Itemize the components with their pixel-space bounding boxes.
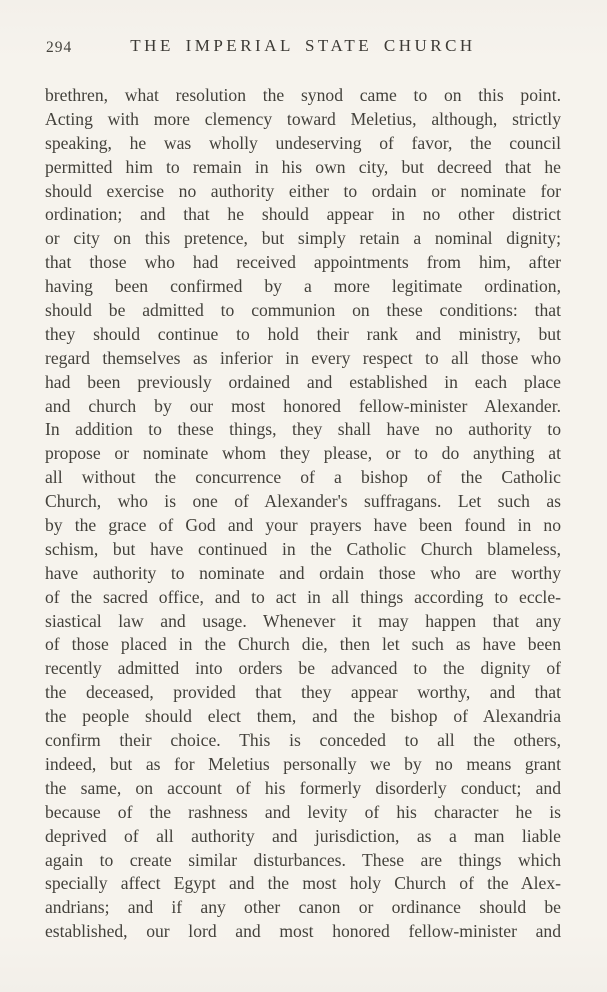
text-line: siastical law and usage. Whenever it may happen that any <box>45 610 561 631</box>
text-line: permitted him to remain in his own city, but decreed that he <box>45 156 561 177</box>
text-line: the same, on account of his formerly disorderly conduct; and <box>45 777 561 798</box>
text-line: again to create similar disturbances. These are things which <box>45 849 561 870</box>
text-line: having been confirmed by a more legitimate ordination, <box>45 276 561 297</box>
text-line: regard themselves as inferior in every respect to all those who <box>45 347 561 368</box>
text-line: had been previously ordained and established in each place <box>45 371 561 392</box>
text-line: should exercise no authority either to ordain or nominate for <box>45 180 561 201</box>
text-line: specially affect Egypt and the most holy Church of the Alex- <box>45 873 561 894</box>
text-line: should be admitted to communion on these conditions: that <box>45 300 561 321</box>
text-line: deprived of all authority and jurisdiction, as a man liable <box>45 825 561 846</box>
text-line: speaking, he was wholly undeserving of favor, the council <box>45 132 561 153</box>
text-line: and church by our most honored fellow-minister Alexander. <box>45 395 561 416</box>
text-line: of those placed in the Church die, then let such as have been <box>45 634 561 655</box>
text-line: that those who had received appointments from him, after <box>45 252 561 273</box>
text-line: indeed, but as for Meletius personally we by no means grant <box>45 753 561 774</box>
page-number: 294 <box>46 39 73 56</box>
text-line: ordination; and that he should appear in no other district <box>45 204 561 225</box>
text-line: they should continue to hold their rank and ministry, but <box>45 323 561 344</box>
text-line: the people should elect them, and the bishop of Alexandria <box>45 706 561 727</box>
text-line: Acting with more clemency toward Meletius, although, strictly <box>45 108 561 129</box>
text-line: by the grace of God and your prayers have been found in no <box>45 515 561 536</box>
text-line: recently admitted into orders be advanced to the dignity of <box>45 658 561 679</box>
text-line: In addition to these things, they shall have no authority to <box>45 419 561 440</box>
text-line: propose or nominate whom they please, or to do anything at <box>45 443 561 464</box>
text-line: established, our lord and most honored fellow-minister and <box>45 921 561 942</box>
text-line: because of the rashness and levity of his character he is <box>45 801 561 822</box>
text-line: or city on this pretence, but simply retain a nominal dignity; <box>45 228 561 249</box>
text-line: have authority to nominate and ordain those who are worthy <box>45 562 561 583</box>
text-line: confirm their choice. This is conceded to all the others, <box>45 730 561 751</box>
text-line: andrians; and if any other canon or ordinance should be <box>45 897 561 918</box>
text-line: Church, who is one of Alexander's suffragans. Let such as <box>45 491 561 512</box>
text-line: the deceased, provided that they appear worthy, and that <box>45 682 561 703</box>
text-line: all without the concurrence of a bishop of the Catholic <box>45 467 561 488</box>
text-line: brethren, what resolution the synod came to on this point. <box>45 85 561 105</box>
text-line: of the sacred office, and to act in all things according to eccle- <box>45 586 561 607</box>
running-title: THE IMPERIAL STATE CHURCH <box>130 36 476 55</box>
page-text <box>45 84 561 944</box>
page-header <box>45 36 561 62</box>
text-line: schism, but have continued in the Catholic Church blameless, <box>45 538 561 559</box>
